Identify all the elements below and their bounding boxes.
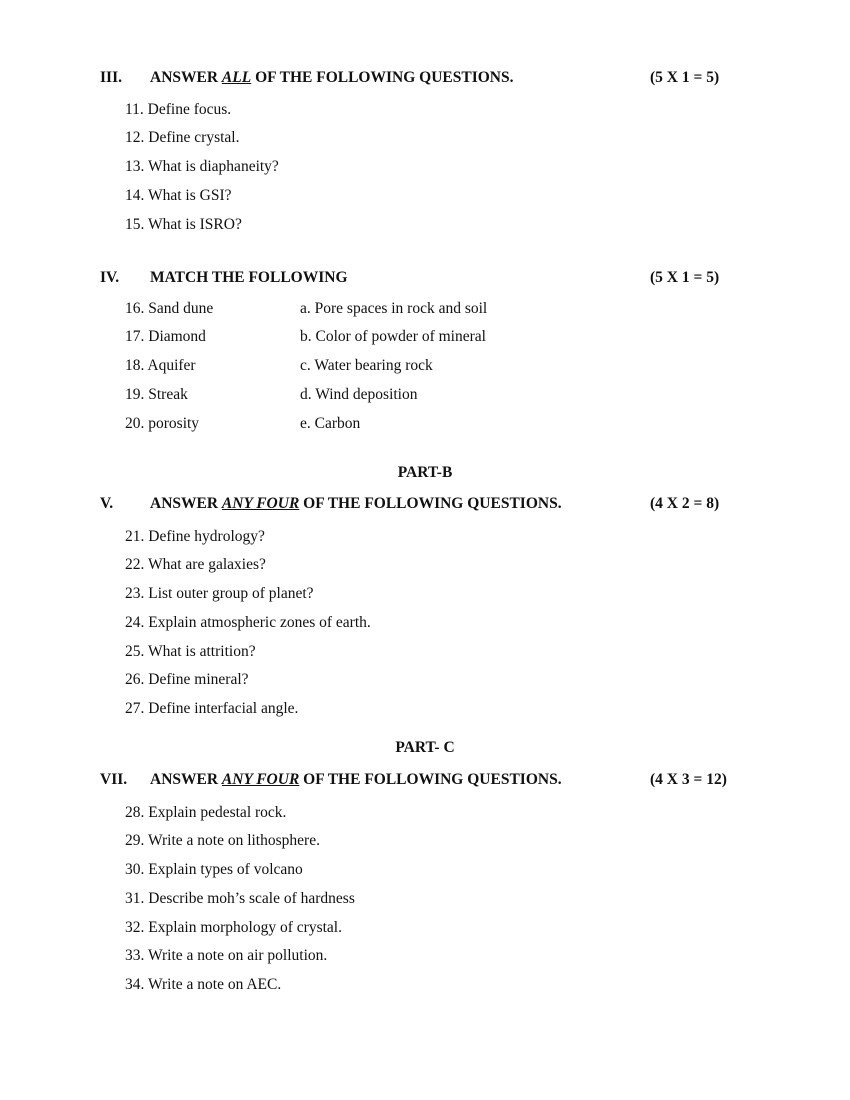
section-number-iv: IV.	[100, 269, 120, 286]
match-left-item: 20. porosity	[125, 415, 200, 432]
question-item: 28. Explain pedestal rock.	[125, 804, 287, 821]
heading-text: OF THE FOLLOWING QUESTIONS.	[251, 69, 514, 86]
heading-emphasis: ANY FOUR	[221, 495, 300, 512]
part-title-c: PART- C	[395, 739, 455, 756]
match-left-item: 18. Aquifer	[125, 357, 196, 374]
question-item: 23. List outer group of planet?	[125, 585, 314, 602]
question-item: 13. What is diaphaneity?	[125, 158, 279, 175]
section-marks-iii: (5 X 1 = 5)	[650, 69, 720, 86]
match-right-item: a. Pore spaces in rock and soil	[300, 300, 488, 317]
question-item: 21. Define hydrology?	[125, 528, 265, 545]
match-right-item: c. Water bearing rock	[300, 357, 433, 374]
question-item: 22. What are galaxies?	[125, 556, 266, 573]
section-heading-vii	[150, 770, 562, 790]
question-item: 14. What is GSI?	[125, 187, 232, 204]
section-marks-vii: (4 X 3 = 12)	[650, 771, 727, 788]
heading-text: ANSWER	[150, 771, 222, 788]
question-item: 25. What is attrition?	[125, 643, 256, 660]
question-item: 15. What is ISRO?	[125, 216, 242, 233]
heading-text: ANSWER	[150, 69, 222, 86]
section-marks-iv: (5 X 1 = 5)	[650, 269, 720, 286]
question-item: 27. Define interfacial angle.	[125, 700, 299, 717]
section-number-v: V.	[100, 495, 114, 512]
match-left-item: 16. Sand dune	[125, 300, 214, 317]
question-item: 34. Write a note on AEC.	[125, 976, 282, 993]
question-item: 24. Explain atmospheric zones of earth.	[125, 614, 371, 631]
question-item: 32. Explain morphology of crystal.	[125, 919, 342, 936]
section-heading-v	[150, 494, 562, 514]
question-item: 12. Define crystal.	[125, 129, 240, 146]
heading-emphasis: ANY FOUR	[221, 771, 300, 788]
section-heading-iv: MATCH THE FOLLOWING	[150, 269, 348, 286]
question-item: 31. Describe moh’s scale of hardness	[125, 890, 355, 907]
question-item: 30. Explain types of volcano	[125, 861, 303, 878]
question-item: 33. Write a note on air pollution.	[125, 947, 328, 964]
heading-emphasis: ALL	[221, 69, 252, 86]
section-heading-iii	[150, 68, 513, 88]
match-left-item: 19. Streak	[125, 386, 188, 403]
heading-text: ANSWER	[150, 495, 222, 512]
part-title-b: PART-B	[397, 464, 453, 481]
match-left-item: 17. Diamond	[125, 328, 206, 345]
question-item: 26. Define mineral?	[125, 671, 249, 688]
section-marks-v: (4 X 2 = 8)	[650, 495, 720, 512]
match-right-item: e. Carbon	[300, 415, 361, 432]
heading-text: OF THE FOLLOWING QUESTIONS.	[299, 771, 562, 788]
section-number-vii: VII.	[100, 771, 128, 788]
heading-text: OF THE FOLLOWING QUESTIONS.	[299, 495, 562, 512]
question-item: 11. Define focus.	[125, 101, 232, 118]
question-item: 29. Write a note on lithosphere.	[125, 832, 320, 849]
section-number-iii: III.	[100, 69, 122, 86]
match-right-item: d. Wind deposition	[300, 386, 418, 403]
match-right-item: b. Color of powder of mineral	[300, 328, 486, 345]
